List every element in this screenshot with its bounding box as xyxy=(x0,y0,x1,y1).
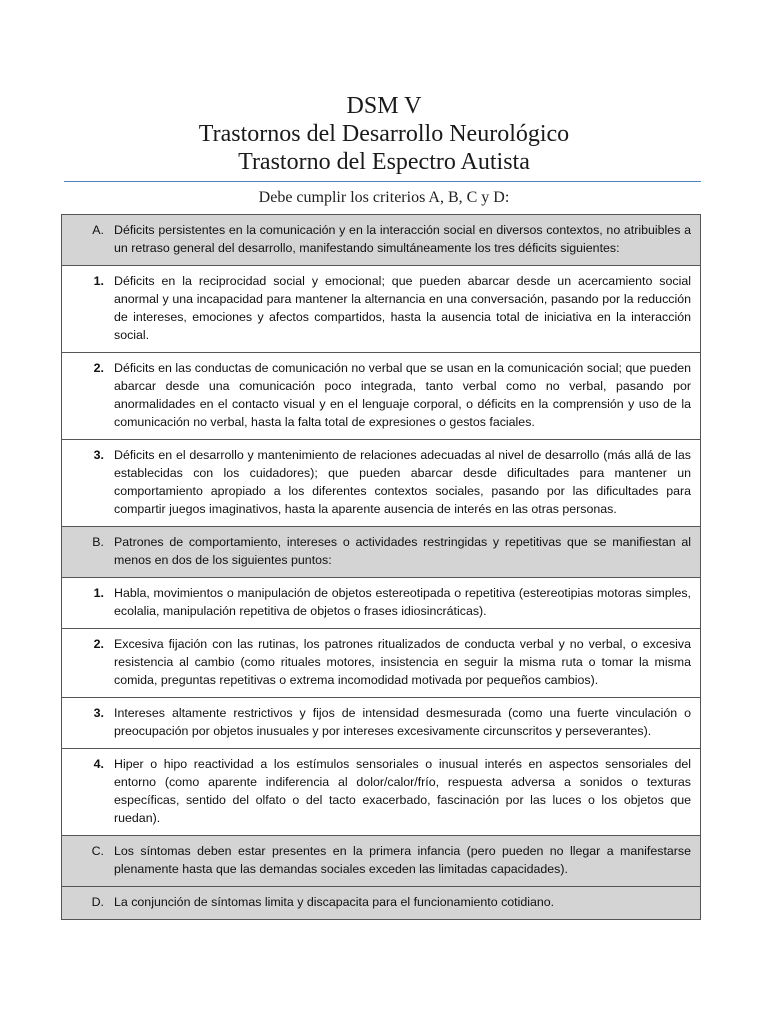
criterion-text: Déficits persistentes en la comunicación y en la interacción social en diversos contextos, no atribuibles a un retraso general del desarrollo, manifestando simultáneamente los tres déficits siguientes: xyxy=(114,223,691,255)
criterion-text: Los síntomas deben estar presentes en la primera infancia (pero pueden no llegar a manifestarse plenamente hasta que las demandas sociales exceden las limitadas capacidades). xyxy=(114,844,691,876)
criterion-cell xyxy=(62,527,701,578)
criterion-item-row xyxy=(62,353,701,440)
title-line-3: Trastorno del Espectro Autista xyxy=(238,149,530,175)
criterion-text: Hiper o hipo reactividad a los estímulos sensoriales o inusual interés en aspectos sensoriales del entorno (como aparente indiferencia al dolor/calor/frío, respuesta adversa a sonidos o texturas específicas, sentido del olfato o del tacto exacerbado, fascinación por las luces o los objetos que ruedan). xyxy=(114,757,691,825)
criterion-text: Intereses altamente restrictivos y fijos de intensidad desmesurada (como una fuerte vinculación o preocupación por objetos inusuales y por intereses excesivamente circunscritos y perseverantes). xyxy=(114,706,691,738)
criterion-marker: 2. xyxy=(93,361,104,375)
document-title xyxy=(0,92,768,176)
criterion-marker: A. xyxy=(92,223,104,237)
criteria-table xyxy=(61,214,701,920)
criterion-cell xyxy=(62,629,701,698)
criterion-header-row xyxy=(62,887,701,920)
criterion-cell xyxy=(62,578,701,629)
criterion-header-row xyxy=(62,527,701,578)
criterion-marker: 4. xyxy=(93,757,104,771)
title-line-2: Trastornos del Desarrollo Neurológico xyxy=(198,121,570,147)
criterion-text: Déficits en la reciprocidad social y emocional; que pueden abarcar desde un acercamiento social anormal y una incapacidad para mantener la alternancia en una conversación, pasando por la reducción de intereses, emociones y afectos compartidos, hasta la ausencia total de iniciativa en la interacción social. xyxy=(114,274,691,342)
criterion-marker: 3. xyxy=(93,448,104,462)
criterion-text: Habla, movimientos o manipulación de objetos estereotipada o repetitiva (estereotipias motoras simples, ecolalia, manipulación repetitiva de objetos o frases idiosincráticas). xyxy=(114,586,691,618)
criterion-text: Déficits en las conductas de comunicación no verbal que se usan en la comunicación social; que pueden abarcar desde una comunicación poco integrada, tanto verbal como no verbal, pasando por anormalidades en el contacto visual y en el lenguaje corporal, o déficits en la comprensión y uso de la comunicación no verbal, hasta la falta total de expresiones o gestos faciales. xyxy=(114,361,691,429)
criterion-marker: B. xyxy=(92,535,104,549)
criterion-marker: 3. xyxy=(93,706,104,720)
criterion-cell xyxy=(62,836,701,887)
criterion-item-row xyxy=(62,266,701,353)
criterion-text: Déficits en el desarrollo y mantenimiento de relaciones adecuadas al nivel de desarrollo (más allá de las establecidas con los cuidadores); que pueden abarcar desde dificultades para mantener un comportamiento apropiado a los diferentes contextos sociales, pasando por las dificultades para compartir juegos imaginativos, hasta la aparente ausencia de interés en las otras personas. xyxy=(114,448,691,516)
criterion-cell xyxy=(62,698,701,749)
criterion-item-row xyxy=(62,578,701,629)
criterion-text: Patrones de comportamiento, intereses o actividades restringidas y repetitivas que se manifiestan al menos en dos de los siguientes puntos: xyxy=(114,535,691,567)
criterion-item-row xyxy=(62,698,701,749)
criterion-item-row xyxy=(62,749,701,836)
criterion-cell xyxy=(62,266,701,353)
criterion-cell xyxy=(62,353,701,440)
criterion-cell xyxy=(62,887,701,920)
criterion-cell xyxy=(62,215,701,266)
title-divider xyxy=(64,181,701,182)
criterion-header-row xyxy=(62,215,701,266)
criterion-text: La conjunción de síntomas limita y discapacita para el funcionamiento cotidiano. xyxy=(114,895,555,909)
subtitle: Debe cumplir los criterios A, B, C y D: xyxy=(258,189,510,206)
criterion-marker: 2. xyxy=(93,637,104,651)
criterion-marker: D. xyxy=(91,895,104,909)
criterion-text: Excesiva fijación con las rutinas, los patrones ritualizados de conducta verbal y no verbal, o excesiva resistencia al cambio (como rituales motores, insistencia en seguir la misma ruta o tomar la misma comida, preguntas repetitivas o extrema incomodidad motivada por pequeños cambios). xyxy=(114,637,691,687)
criterion-marker: C. xyxy=(91,844,104,858)
criterion-marker: 1. xyxy=(93,274,104,288)
criterion-item-row xyxy=(62,629,701,698)
criterion-cell xyxy=(62,749,701,836)
criterion-marker: 1. xyxy=(93,586,104,600)
title-line-1: DSM V xyxy=(346,93,422,119)
criterion-header-row xyxy=(62,836,701,887)
criterion-cell xyxy=(62,440,701,527)
criterion-item-row xyxy=(62,440,701,527)
